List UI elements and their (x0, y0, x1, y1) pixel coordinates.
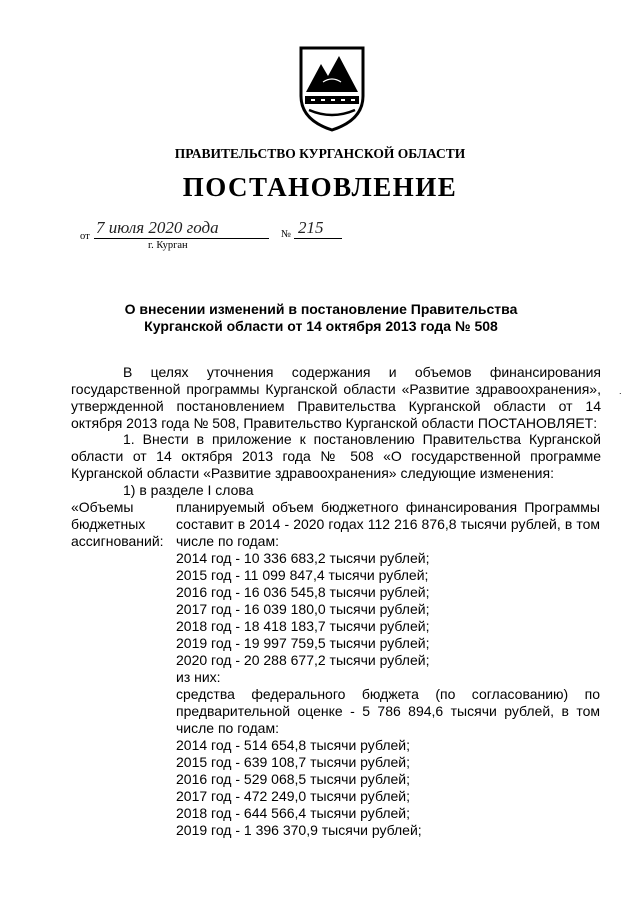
label-line: ассигнований: (71, 533, 164, 549)
list-item: 2015 год - 11 099 847,4 тысячи рублей; (176, 567, 429, 583)
date-underline (94, 238, 269, 239)
list-item: 2016 год - 529 068,5 тысячи рублей; (176, 771, 410, 787)
document-title: ПОСТАНОВЛЕНИЕ (182, 172, 458, 202)
item-1-paragraph: 1. Внести в приложение к постановлению Правительства Курганской области от 14 октября 2013 года № 508 «О государственной программе Курганской области «Развитие здравоохранения» следующие изменения: (71, 431, 601, 481)
number-handwritten: 215 (298, 218, 324, 237)
subject-line-2: Курганской области от 14 октября 2013 года № 508 (144, 318, 498, 334)
list-item: 2016 год - 16 036 545,8 тысячи рублей; (176, 584, 430, 600)
list-item: 2018 год - 644 566,4 тысячи рублей; (176, 805, 410, 821)
federal-intro: средства федерального бюджета (по согласованию) по предварительной оценке - 5 786 894,6 тысячи рублей, в том числе по годам: (176, 686, 600, 736)
budget-intro: планируемый объем бюджетного финансирования Программы составит в 2014 - 2020 годах 112 216 876,8 тысячи рублей, в том числе по годам: (176, 499, 600, 549)
list-item: 2019 год - 1 396 370,9 тысячи рублей; (176, 822, 422, 838)
list-item: 2017 год - 16 039 180,0 тысячи рублей; (176, 601, 430, 617)
list-item: 2014 год - 514 654,8 тысячи рублей; (176, 737, 410, 753)
label-line: «Объемы (71, 499, 134, 515)
coat-of-arms-emblem (297, 46, 367, 132)
date-prefix: от (80, 231, 90, 242)
table-content (176, 499, 600, 839)
government-name: ПРАВИТЕЛЬСТВО КУРГАНСКОЙ ОБЛАСТИ (174, 146, 466, 161)
label-line: бюджетных (71, 516, 146, 532)
preamble-paragraph: В целях уточнения содержания и объемов финансирования государственной программы Курганской области «Развитие здравоохранения», утвержденной постановлением Правительства Курганской области от 14 октября 2013 года № 508, Правительство Курганской области ПОСТАНОВЛЯЕТ: (71, 364, 601, 431)
number-underline (294, 238, 342, 239)
list-item: 2019 год - 19 997 759,5 тысячи рублей; (176, 635, 430, 651)
date-handwritten: 7 июля 2020 года (96, 218, 219, 237)
list-item: 2017 год - 472 249,0 тысячи рублей; (176, 788, 410, 804)
list-item: 2020 год - 20 288 677,2 тысячи рублей; (176, 652, 430, 668)
of-them-label: из них: (176, 669, 221, 685)
list-item: 2015 год - 639 108,7 тысячи рублей; (176, 754, 410, 770)
margin-mark: . (619, 386, 622, 396)
document-subject (88, 301, 554, 335)
subject-line-1: О внесении изменений в постановление Правительства (124, 301, 518, 317)
city-name: г. Курган (148, 240, 188, 251)
number-prefix: № (281, 229, 292, 240)
item-1-1-paragraph: 1) в разделе I слова (123, 482, 254, 498)
list-item: 2018 год - 18 418 183,7 тысячи рублей; (176, 618, 430, 634)
list-item: 2014 год - 10 336 683,2 тысячи рублей; (176, 550, 430, 566)
table-label (71, 499, 164, 550)
